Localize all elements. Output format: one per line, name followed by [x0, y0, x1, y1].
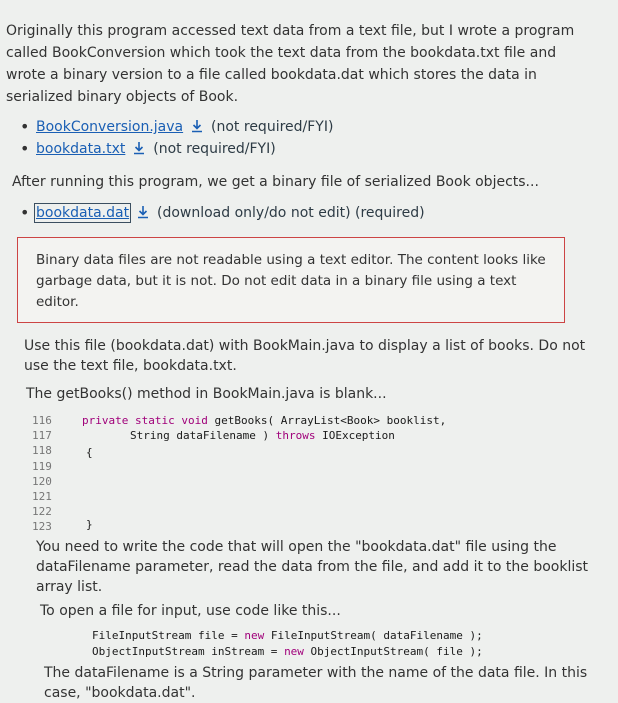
warning-line: editor.	[36, 294, 79, 310]
note-line: The dataFilename is a String parameter with the name of the data file. In this	[44, 665, 588, 681]
code-text: ObjectInputStream inStream =	[92, 645, 285, 658]
note-line: case, "bookdata.dat".	[44, 685, 196, 701]
list-item	[0, 138, 333, 160]
list-item	[0, 116, 333, 138]
line-number: 121	[32, 490, 52, 503]
download-icon[interactable]	[132, 141, 146, 155]
code-text: ObjectInputStream( file );	[303, 645, 483, 658]
after-running-text: After running this program, we get a binary file of serialized Book objects...	[12, 174, 539, 190]
warning-line: garbage data, but it is not. Do not edit data in a binary file using a text	[36, 273, 517, 289]
code-text: IOException	[315, 429, 395, 443]
open-brace: {	[86, 446, 93, 459]
close-brace: }	[86, 518, 93, 531]
keyword: private static void	[82, 414, 208, 427]
intro-paragraph	[6, 20, 586, 108]
line-number: 117	[32, 429, 52, 443]
warning-box	[17, 237, 565, 323]
warning-line: Binary data files are not readable using a text editor. The content looks like	[36, 252, 546, 268]
snippet-line1	[92, 628, 483, 644]
bookconversion-link[interactable]: BookConversion.java	[36, 119, 184, 135]
file-note: (download only/do not edit) (required)	[156, 205, 425, 221]
keyword: new	[284, 645, 304, 658]
intro-line: Originally this program accessed text data from a text file, but I wrote a program	[6, 23, 575, 39]
file-note: (not required/FYI)	[211, 119, 334, 135]
line-number: 119	[32, 459, 52, 473]
keyword: new	[244, 629, 265, 642]
instructions-line: array list.	[36, 579, 103, 595]
instructions-line: dataFilename parameter, read the data from the file, and add it to the booklist	[36, 559, 589, 575]
use-file-line: Use this file (bookdata.dat) with BookMain.java to display a list of books. Do not	[24, 338, 586, 354]
download-icon[interactable]	[190, 119, 204, 133]
list-item	[0, 202, 425, 224]
line-number: 120	[32, 474, 52, 488]
line-number: 116	[32, 414, 52, 427]
datafilename-note	[44, 663, 587, 703]
file-list	[0, 116, 333, 160]
method-signature-line1	[82, 413, 446, 428]
intro-line: serialized binary objects of Book.	[6, 89, 239, 105]
use-file-paragraph	[24, 336, 585, 376]
instructions-line: You need to write the code that will open the "bookdata.dat" file using the	[36, 539, 557, 555]
method-signature-line2	[130, 428, 395, 443]
intro-line: wrote a binary version to a file called bookdata.dat which stores the data in	[6, 67, 537, 83]
code-text: FileInputStream( dataFilename );	[264, 629, 483, 642]
bookdata-dat-link[interactable]: bookdata.dat	[36, 205, 130, 221]
use-file-line: use the text file, bookdata.txt.	[24, 358, 237, 374]
getbooks-blank-text: The getBooks() method in BookMain.java is blank...	[26, 386, 387, 402]
dat-file-list	[0, 202, 425, 224]
file-note: (not required/FYI)	[153, 141, 276, 157]
line-number: 122	[32, 505, 52, 519]
code-text: FileInputStream file =	[92, 629, 245, 642]
keyword: throws	[275, 429, 316, 443]
line-number: 118	[32, 444, 52, 458]
code-text: getBooks( ArrayList<Book> booklist,	[207, 414, 447, 427]
download-icon[interactable]	[136, 205, 150, 219]
line-number: 123	[32, 520, 52, 534]
intro-line: called BookConversion which took the text data from the bookdata.txt file and	[6, 45, 557, 61]
code-text: String dataFilename )	[130, 429, 270, 443]
instructions-paragraph	[36, 537, 588, 597]
snippet-line2	[92, 644, 483, 660]
open-file-text: To open a file for input, use code like this...	[40, 603, 341, 619]
bookdata-txt-link[interactable]: bookdata.txt	[36, 141, 126, 157]
